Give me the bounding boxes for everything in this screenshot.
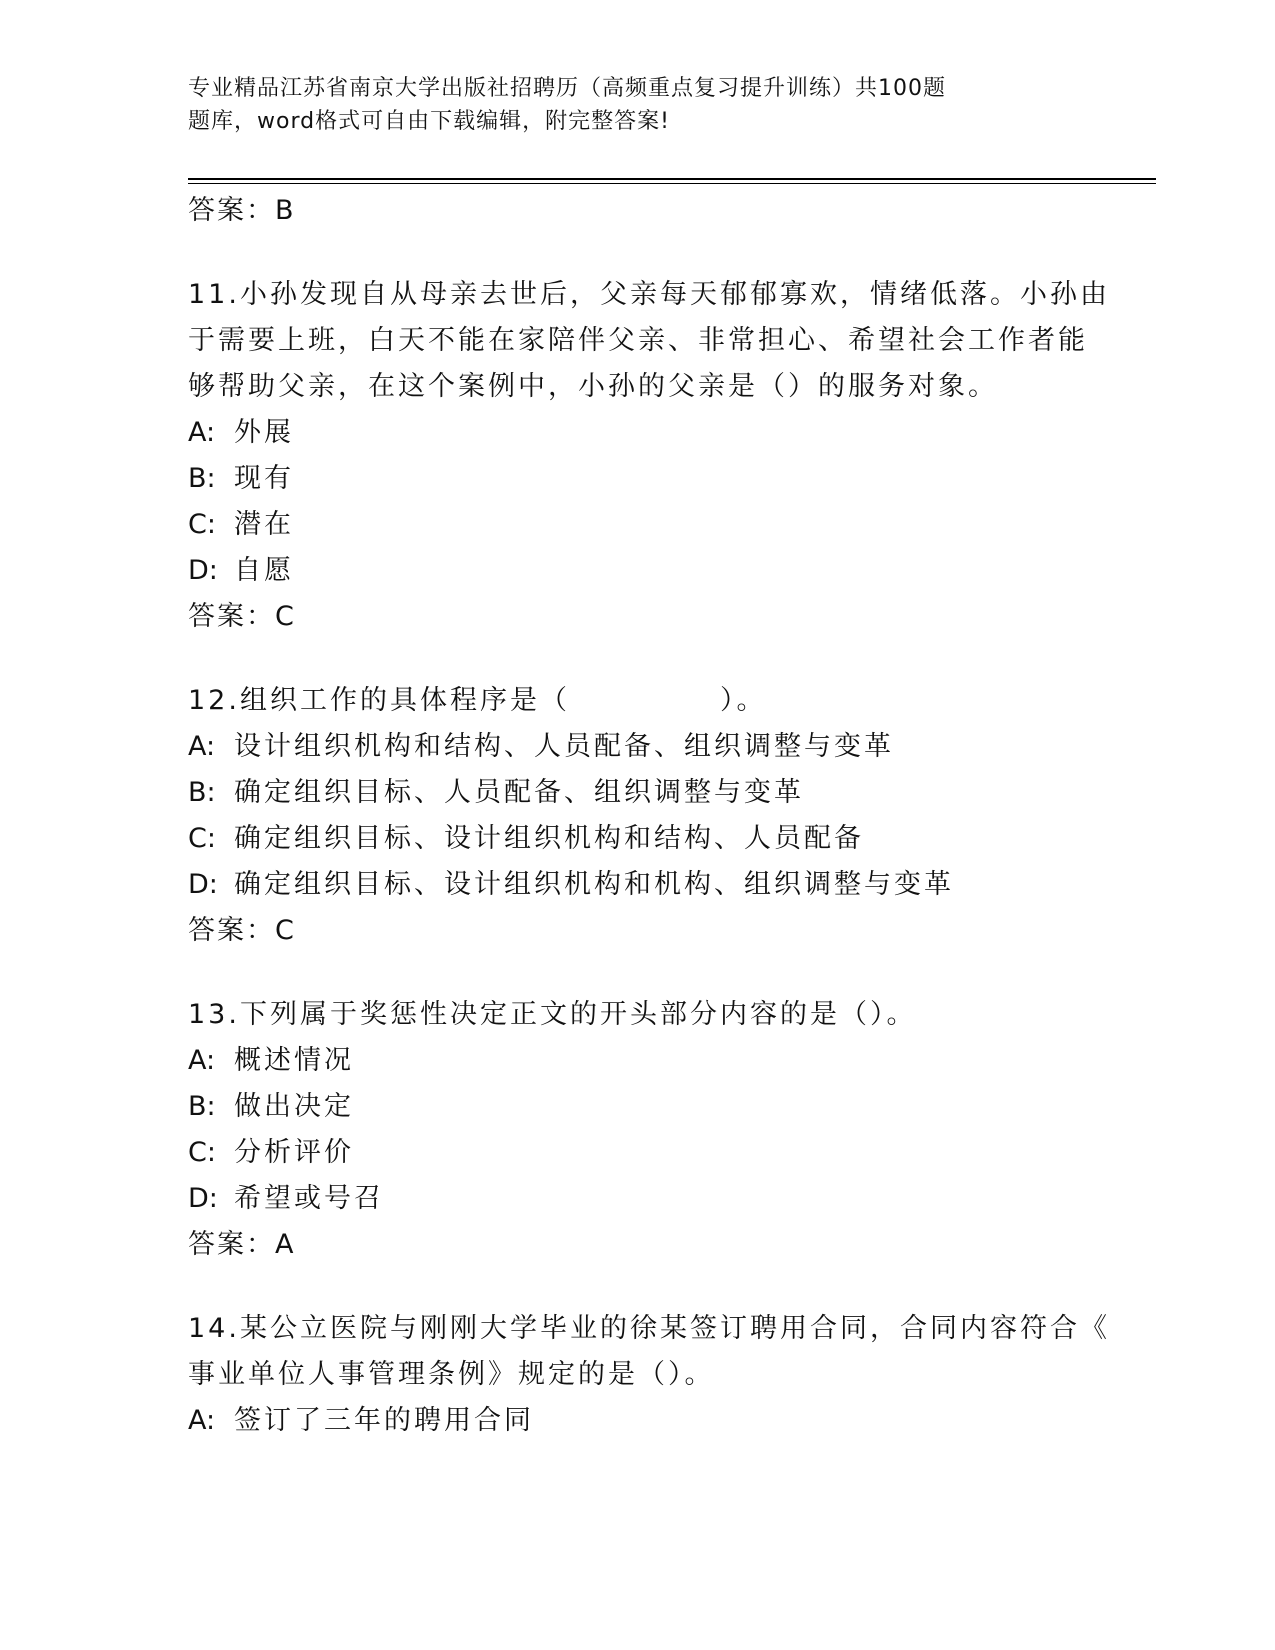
question-text-line: 事业单位人事管理条例》规定的是（）。 bbox=[188, 1359, 715, 1390]
option-a bbox=[188, 724, 1128, 770]
header-divider-thin bbox=[188, 183, 1156, 184]
option-letter: C: bbox=[188, 823, 216, 854]
option-text: 确定组织目标、人员配备、组织调整与变革 bbox=[234, 777, 804, 808]
question-text-line: 13.下列属于奖惩性决定正文的开头部分内容的是（）。 bbox=[188, 999, 917, 1030]
option-text: 自愿 bbox=[234, 555, 294, 586]
option-text: 概述情况 bbox=[234, 1045, 354, 1076]
option-letter: A: bbox=[188, 731, 216, 762]
question-text-line: 够帮助父亲，在这个案例中，小孙的父亲是（）的服务对象。 bbox=[188, 371, 998, 402]
option-text: 外展 bbox=[234, 417, 294, 448]
option-letter: A: bbox=[188, 1045, 216, 1076]
option-letter: D: bbox=[188, 869, 218, 900]
option-b bbox=[188, 770, 1128, 816]
option-text: 确定组织目标、设计组织机构和机构、组织调整与变革 bbox=[234, 869, 954, 900]
option-text: 签订了三年的聘用合同 bbox=[234, 1405, 534, 1436]
option-letter: A: bbox=[188, 1405, 216, 1436]
option-letter: D: bbox=[188, 1183, 218, 1214]
option-a bbox=[188, 1398, 1128, 1444]
option-letter: A: bbox=[188, 417, 216, 448]
document-body bbox=[188, 188, 1128, 1444]
option-text: 做出决定 bbox=[234, 1091, 354, 1122]
option-a bbox=[188, 1038, 1128, 1084]
option-d bbox=[188, 862, 1128, 908]
option-a bbox=[188, 410, 1128, 456]
option-text: 确定组织目标、设计组织机构和结构、人员配备 bbox=[234, 823, 864, 854]
question-text-line: 11.小孙发现自从母亲去世后，父亲每天郁郁寡欢，情绪低落。小孙由 bbox=[188, 279, 1110, 310]
answer-line: 答案：B bbox=[188, 195, 296, 226]
option-c bbox=[188, 816, 1128, 862]
document-header bbox=[188, 72, 1048, 138]
answer-line: 答案：A bbox=[188, 1229, 296, 1260]
option-text: 现有 bbox=[234, 463, 294, 494]
option-c bbox=[188, 1130, 1128, 1176]
option-c bbox=[188, 502, 1128, 548]
answer-line: 答案：C bbox=[188, 601, 296, 632]
option-d bbox=[188, 548, 1128, 594]
answer-line: 答案：C bbox=[188, 915, 296, 946]
question-11 bbox=[188, 272, 1128, 640]
question-text-line: 14.某公立医院与刚刚大学毕业的徐某签订聘用合同，合同内容符合《 bbox=[188, 1313, 1110, 1344]
option-b bbox=[188, 1084, 1128, 1130]
option-text: 分析评价 bbox=[234, 1137, 354, 1168]
question-13 bbox=[188, 992, 1128, 1268]
option-text: 潜在 bbox=[234, 509, 294, 540]
question-14 bbox=[188, 1306, 1128, 1444]
question-text-line: 于需要上班，白天不能在家陪伴父亲、非常担心、希望社会工作者能 bbox=[188, 325, 1088, 356]
option-letter: B: bbox=[188, 777, 216, 808]
header-line-1: 专业精品江苏省南京大学出版社招聘历（高频重点复习提升训练）共100题 bbox=[188, 76, 946, 101]
option-letter: C: bbox=[188, 509, 216, 540]
question-text-line: 12.组织工作的具体程序是（ ）。 bbox=[188, 685, 767, 716]
option-letter: B: bbox=[188, 1091, 216, 1122]
question-12 bbox=[188, 678, 1128, 954]
option-letter: C: bbox=[188, 1137, 216, 1168]
header-line-2: 题库，word格式可自由下载编辑，附完整答案! bbox=[188, 109, 670, 134]
option-b bbox=[188, 456, 1128, 502]
option-letter: B: bbox=[188, 463, 216, 494]
option-d bbox=[188, 1176, 1128, 1222]
header-divider-thick bbox=[188, 178, 1156, 180]
option-text: 希望或号召 bbox=[234, 1183, 384, 1214]
option-letter: D: bbox=[188, 555, 218, 586]
option-text: 设计组织机构和结构、人员配备、组织调整与变革 bbox=[234, 731, 894, 762]
